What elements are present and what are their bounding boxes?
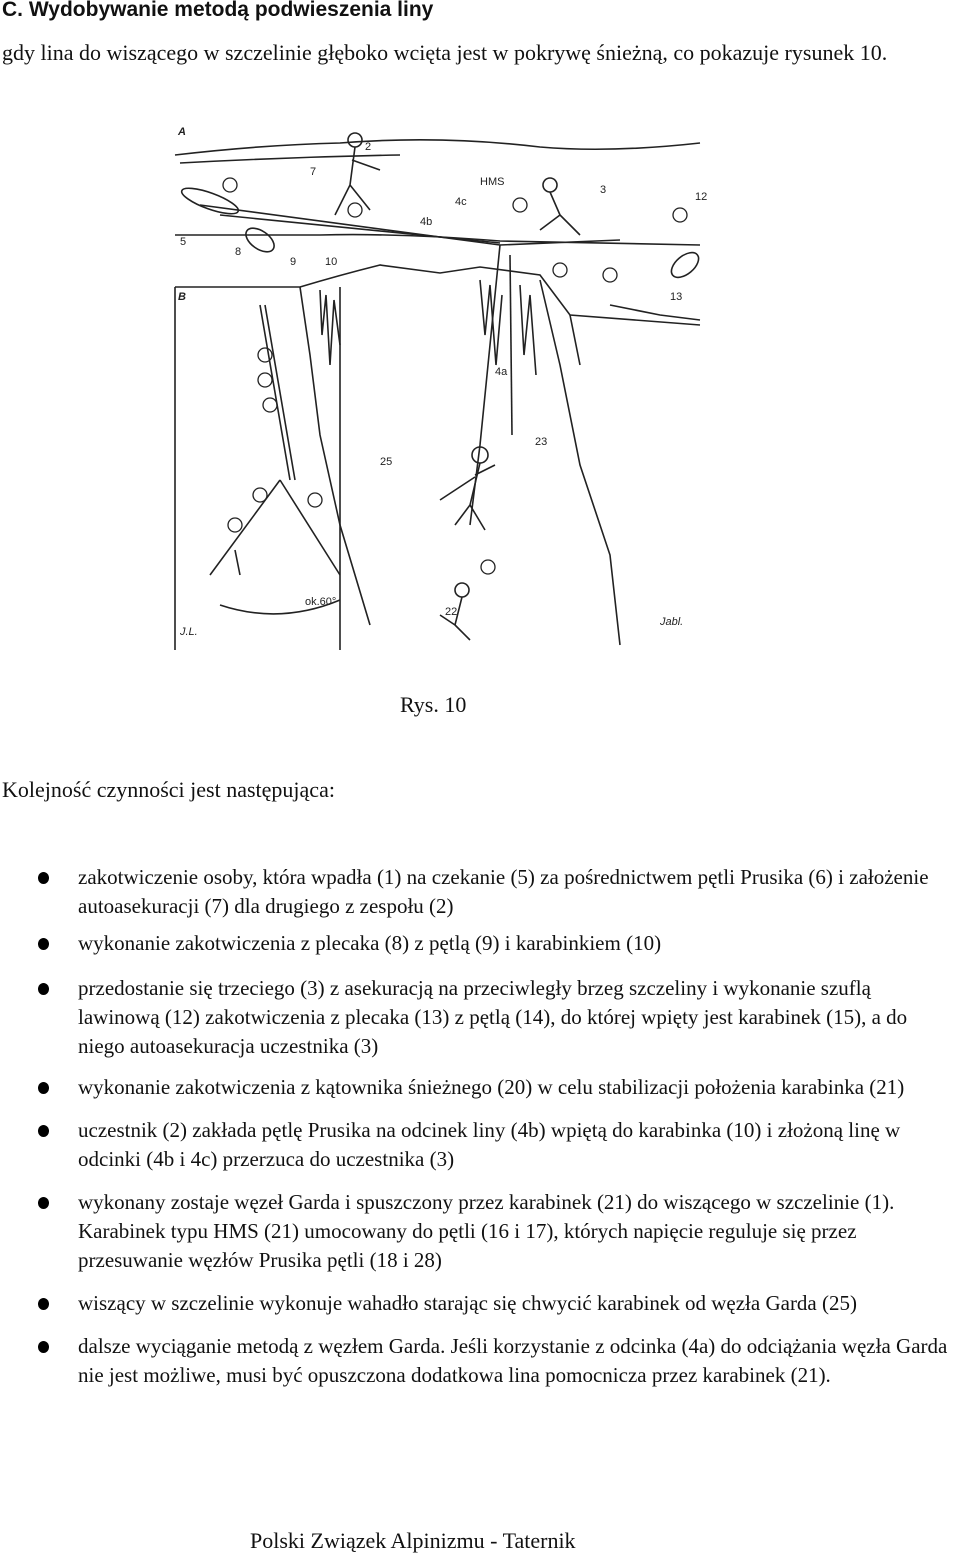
step-text: zakotwiczenie osoby, która wpadła (1) na czekanie (5) za pośrednictwem pętli Prusika (6) i założenie autoasekuracji (7) dla drugiego z zespołu (2) <box>78 865 929 918</box>
label-25: 23 <box>535 436 548 448</box>
label-24: 22 <box>445 606 458 618</box>
label-10: 10 <box>325 256 338 268</box>
step-text: przedostanie się trzeciego (3) z asekuracją na przeciwległy brzeg szczeliny i wykonanie szuflą lawinową (12) zakotwiczenia z plecaka (13) z pętlą (14), do której wpięty jest karabinek (15), a do niego autoasekuracja uczestnika (3) <box>78 976 908 1058</box>
step-item <box>0 1289 960 1318</box>
label-9: 9 <box>290 256 297 268</box>
bullet-icon <box>38 1341 49 1353</box>
panel-label-b: B <box>178 291 186 303</box>
signature-left: J.L. <box>180 626 198 638</box>
hms-label: HMS <box>480 176 505 188</box>
label-12: 12 <box>695 191 708 203</box>
label-2: 2 <box>365 141 372 153</box>
intro-paragraph: gdy lina do wiszącego w szczelinie głęboko wcięta jest w pokrywę śnieżną, co pokazuje rysunek 10. <box>2 40 888 65</box>
step-item <box>0 1116 960 1174</box>
step-text: uczestnik (2) zakłada pętlę Prusika na odcinek liny (4b) wpiętą do karabinka (10) i złożoną linę w odcinki (4b i 4c) przerzuca do uczestnika (3) <box>78 1118 901 1171</box>
sequence-intro: Kolejność czynności jest następująca: <box>2 777 335 802</box>
angle-label: ok.60° <box>305 596 337 608</box>
step-item <box>0 1073 960 1102</box>
figure-caption: Rys. 10 <box>400 692 467 717</box>
step-item <box>0 929 960 958</box>
label-5: 5 <box>180 236 187 248</box>
step-text: wykonanie zakotwiczenia z plecaka (8) z pętlą (9) i karabinkiem (10) <box>78 931 662 955</box>
bullet-icon <box>38 872 49 884</box>
bullet-icon <box>38 1298 49 1310</box>
label-7: 7 <box>310 166 317 178</box>
bullet-icon <box>38 1197 49 1209</box>
crevasse-rescue-illustration <box>140 105 740 653</box>
label-13: 13 <box>670 291 683 303</box>
bullet-icon <box>38 983 49 995</box>
section-heading: C. Wydobywanie metodą podwieszenia liny <box>2 0 434 21</box>
step-item <box>0 1332 960 1390</box>
step-text: wykonany zostaje węzeł Garda i spuszczony przez karabinek (21) do wiszącego w szczelinie (1). Karabinek typu HMS (21) umocowany do pętli (16 i 17), których napięcie reguluje się przez przesuwanie węzłów Prusika pętli (18 i 28) <box>78 1190 895 1272</box>
step-text: dalsze wyciąganie metodą z węzłem Garda. Jeśli korzystanie z odcinka (4a) do odciążania węzła Garda nie jest możliwe, musi być opuszczona dodatkowa lina pomocnicza przez karabinek (21). <box>78 1334 948 1387</box>
bullet-icon <box>38 938 49 950</box>
label-27: 25 <box>380 456 393 468</box>
page-footer: Polski Związek Alpinizmu - Taternik <box>250 1528 576 1553</box>
step-item <box>0 1188 960 1275</box>
label-4b: 4b <box>420 216 433 228</box>
label-4a: 4a <box>495 366 508 378</box>
steps-list <box>0 863 960 1390</box>
step-text: wykonanie zakotwiczenia z kątownika śnieżnego (20) w celu stabilizacji położenia karabinka (21) <box>78 1075 905 1099</box>
bullet-icon <box>38 1082 49 1094</box>
step-item <box>0 974 960 1061</box>
step-item <box>0 863 960 921</box>
label-3: 3 <box>600 184 607 196</box>
step-text: wiszący w szczelinie wykonuje wahadło starając się chwycić karabinek od węzła Garda (25) <box>78 1291 857 1315</box>
bullet-icon <box>38 1125 49 1137</box>
label-4c: 4c <box>455 196 467 208</box>
signature-right: Jabl. <box>660 616 684 628</box>
label-8: 8 <box>235 246 242 258</box>
panel-label-a: A <box>178 126 186 138</box>
